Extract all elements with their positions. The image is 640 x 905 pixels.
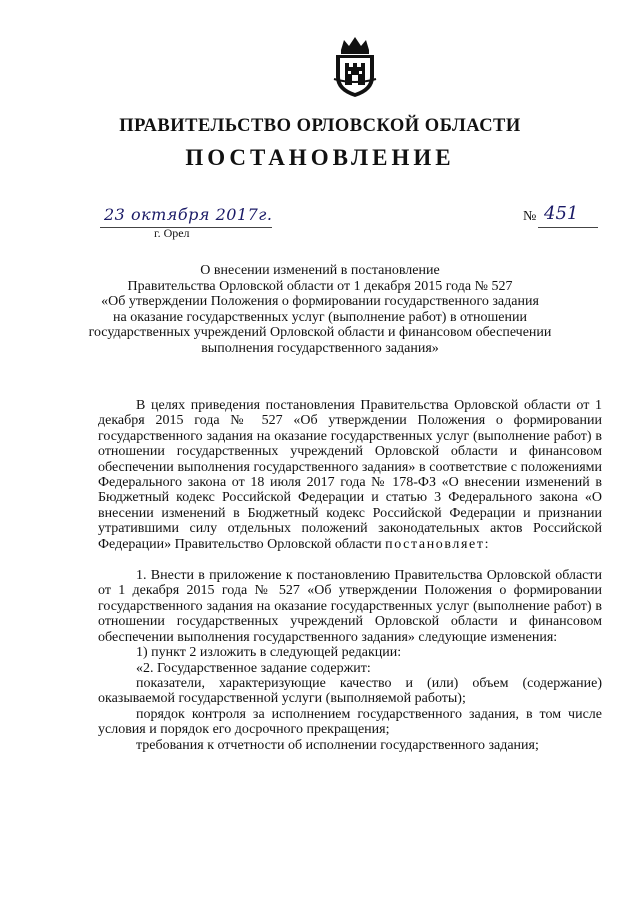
number-underline [538, 227, 598, 228]
reporting-paragraph: требования к отчетности об исполнении государственного задания; [136, 737, 539, 753]
title-line: выполнения государственного задания» [201, 340, 439, 356]
organization-name: ПРАВИТЕЛЬСТВО ОРЛОВСКОЙ ОБЛАСТИ [119, 116, 521, 136]
title-line: «Об утверждении Положения о формировании государственного задания [101, 294, 539, 309]
document-body [98, 398, 602, 753]
document-date: 23 октября 2017г. [104, 205, 273, 224]
resolve-keyword: постановляет: [385, 536, 491, 552]
document-title [60, 263, 580, 356]
preamble-paragraph [98, 398, 602, 552]
quoted-point-2: «2. Государственное задание содержит: [136, 660, 371, 676]
title-line: О внесении изменений в постановление [200, 263, 440, 278]
coat-of-arms-icon [328, 35, 382, 99]
title-line: на оказание государственных услуг (выполнение работ) в отношении [113, 309, 527, 325]
preamble-text: В целях приведения постановления Правительства Орловской области от 1 декабря 2015 года № 527 «Об утверждении Положения о формировании государственного задания на оказание государственных услуг (выполнение работ) в отношении государственных учреждений Орловской области и финансовом обеспечении выполнения государственного задания» в соответствие с положениями Федерального закона от 18 июля 2017 года № 178-ФЗ «О внесении изменений в Бюджетный кодекс Российской Федерации и статью 3 Федерального закона «О внесении изменений в Бюджетный кодекс Российской Федерации и признании утратившими силу отдельных положений законодательных актов Российской Федерации» Правительство Орловской области [98, 398, 602, 552]
document-number-label: № [523, 209, 537, 224]
item-1-paragraph: 1. Внести в приложение к постановлению Правительства Орловской области от 1 декабря 2015 года № 527 «Об утверждении Положения о формировании государственного задания на оказание государственных услуг (выполнение работ) в отношении государственных учреждений Орловской области и финансовом обеспечении выполнения государственного задания» следующие изменения: [98, 568, 602, 645]
subitem-1-paragraph: 1) пункт 2 изложить в следующей редакции: [136, 645, 402, 661]
title-line: Правительства Орловской области от 1 декабря 2015 года № 527 [127, 278, 513, 294]
indicators-paragraph: показатели, характеризующие качество и (или) объем (содержание) оказываемой государственной услуги (выполняемой работы); [98, 675, 602, 707]
document-number: 451 [544, 203, 579, 224]
document-city: г. Орел [154, 226, 190, 240]
title-line: государственных учреждений Орловской области и финансовом обеспечении [88, 325, 552, 340]
document-type: ПОСТАНОВЛЕНИЕ [185, 145, 455, 170]
control-paragraph: порядок контроля за исполнением государственного задания, в том числе условия и порядок его досрочного прекращения; [98, 706, 602, 738]
